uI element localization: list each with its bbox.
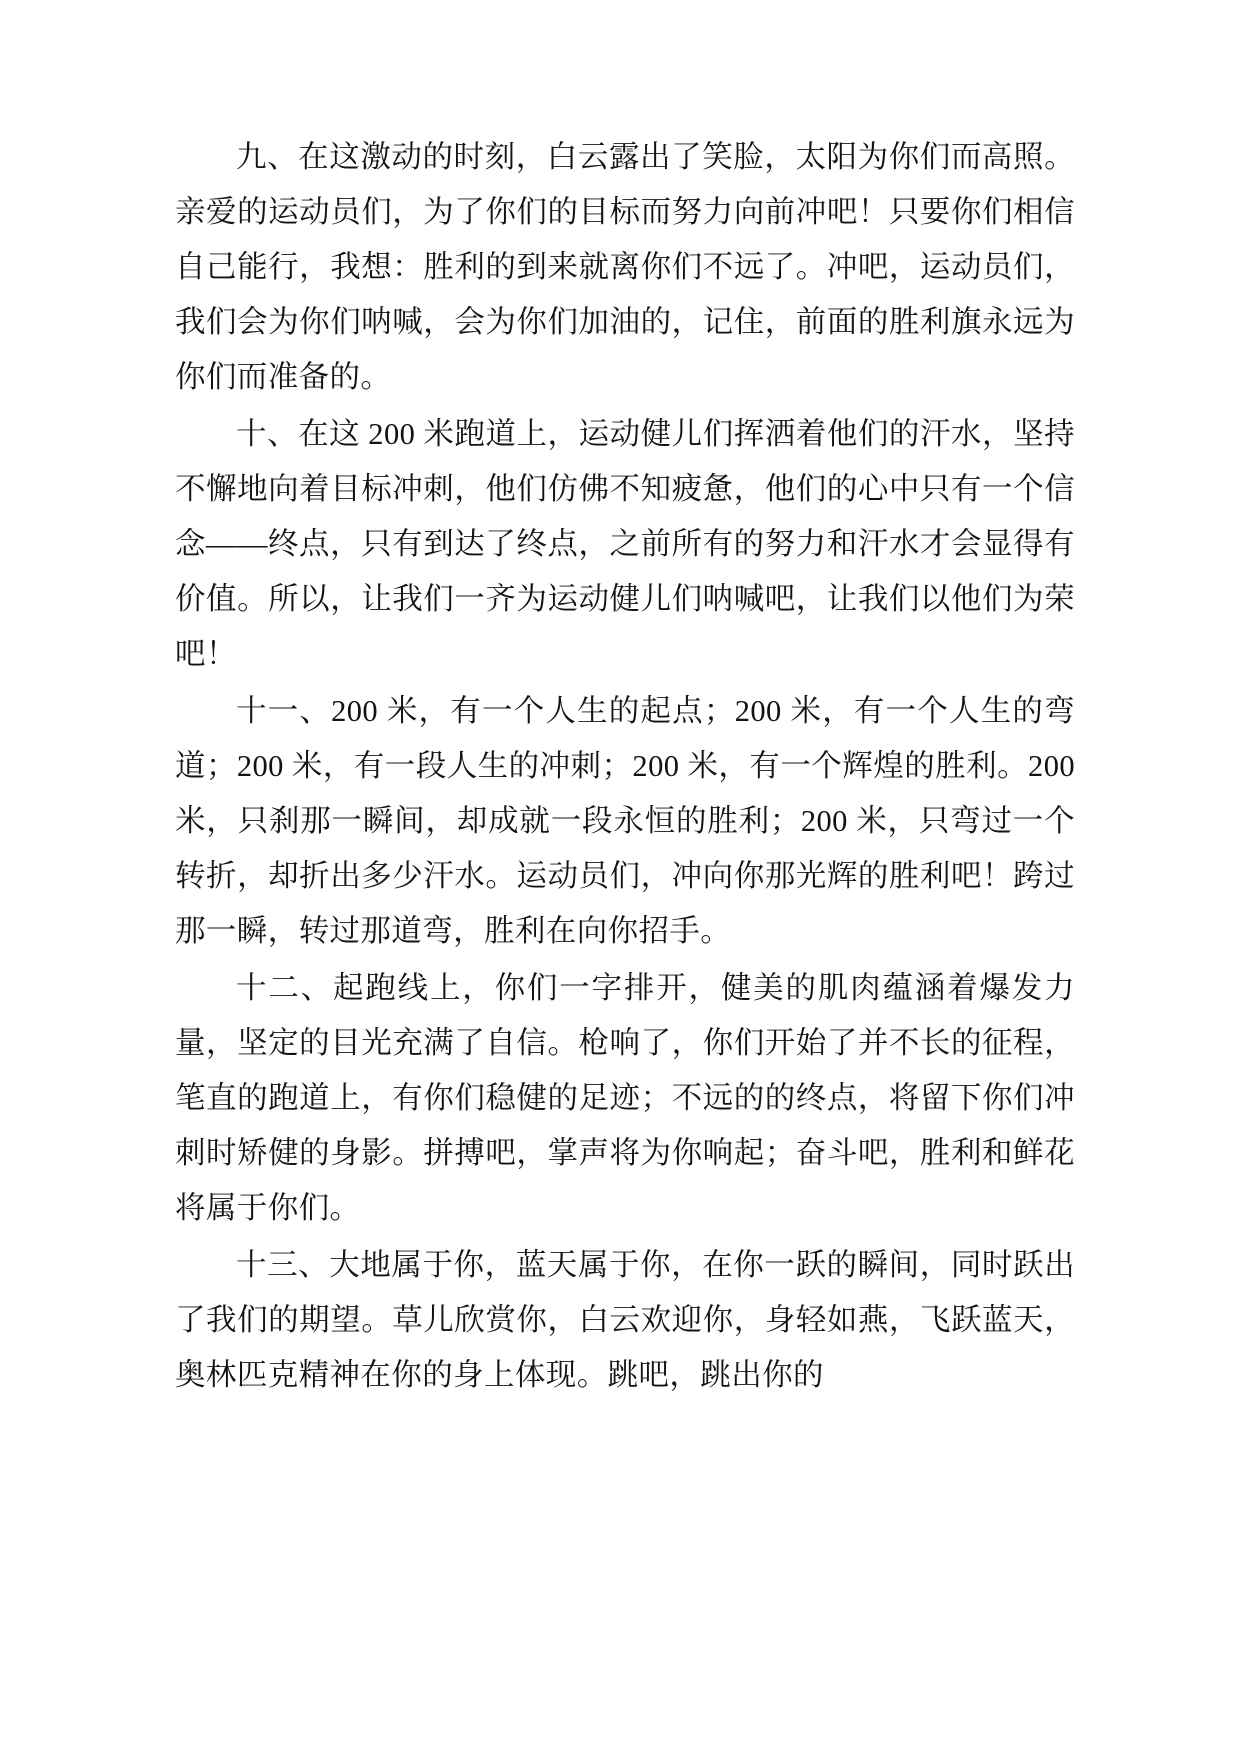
paragraph-10: 十、在这 200 米跑道上，运动健儿们挥洒着他们的汗水，坚持不懈地向着目标冲刺，他们仿佛不知疲惫，他们的心中只有一个信念——终点，只有到达了终点，之前所有的努力和汗水才会显得有价值。所以，让我们一齐为运动健儿们呐喊吧，让我们以他们为荣吧！	[175, 417, 1075, 671]
paragraph-11: 十一、200 米，有一个人生的起点；200 米，有一个人生的弯道；200 米，有一段人生的冲刺；200 米，有一个辉煌的胜利。200 米，只刹那一瞬间，却成就一段永恒的胜利；200 米，只弯过一个转折，却折出多少汗水。运动员们，冲向你那光辉的胜利吧！跨过那一瞬，转过那道弯，胜利在向你招手。	[175, 694, 1075, 948]
paragraph-13: 十三、大地属于你，蓝天属于你，在你一跃的瞬间，同时跃出了我们的期望。草儿欣赏你，白云欢迎你，身轻如燕，飞跃蓝天，奥林匹克精神在你的身上体现。跳吧，跳出你的	[175, 1248, 1075, 1392]
paragraph-12: 十二、起跑线上，你们一字排开，健美的肌肉蕴涵着爆发力量，坚定的目光充满了自信。枪响了，你们开始了并不长的征程，笔直的跑道上，有你们稳健的足迹；不远的的终点，将留下你们冲刺时矫健的身影。拼搏吧，掌声将为你响起；奋斗吧，胜利和鲜花将属于你们。	[175, 971, 1075, 1225]
document-body	[175, 130, 1075, 1403]
paragraph-9: 九、在这激动的时刻，白云露出了笑脸，太阳为你们而高照。亲爱的运动员们，为了你们的目标而努力向前冲吧！只要你们相信自己能行，我想：胜利的到来就离你们不远了。冲吧，运动员们，我们会为你们呐喊，会为你们加油的，记住，前面的胜利旗永远为你们而准备的。	[175, 140, 1075, 394]
